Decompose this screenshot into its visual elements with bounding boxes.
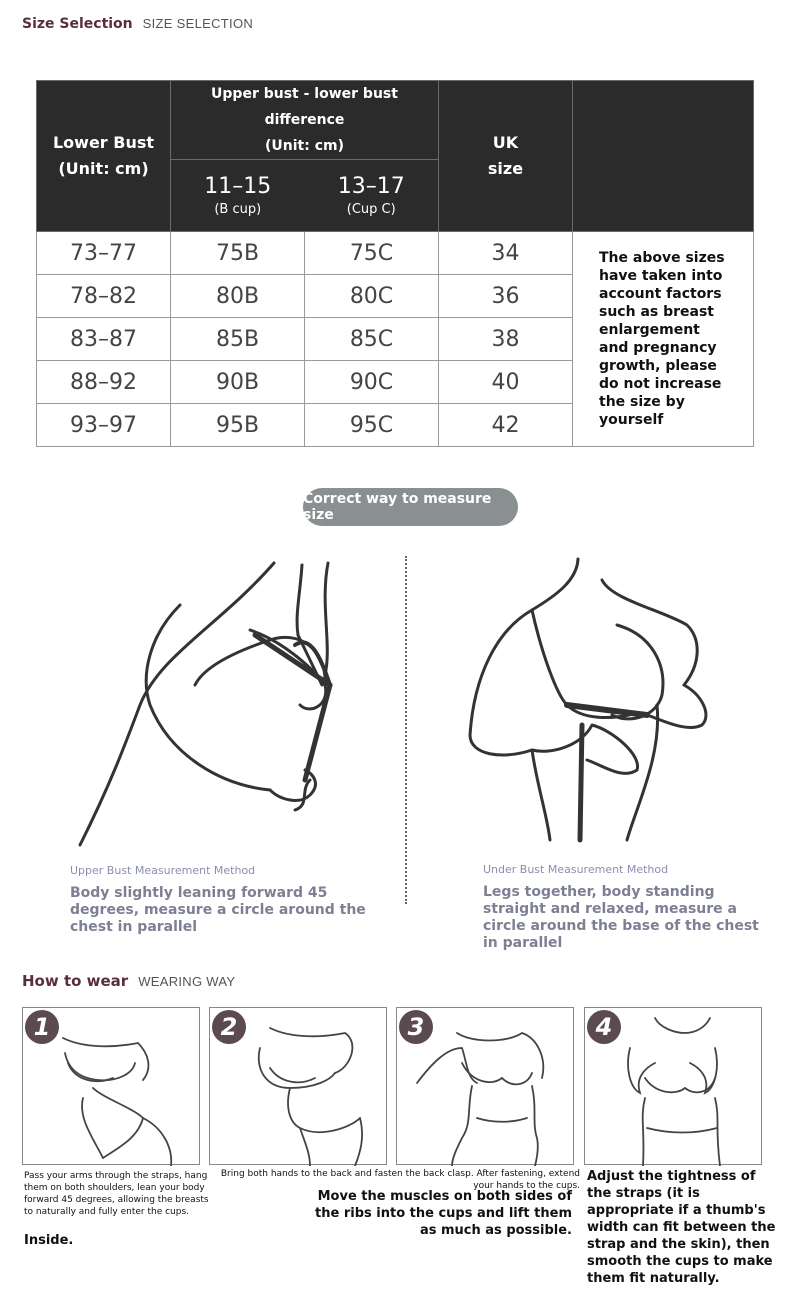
upper-bust-illustration [70, 555, 390, 855]
wear-section-title: How to wear [22, 972, 129, 990]
upper-bust-method-title: Upper Bust Measurement Method [70, 864, 256, 877]
wear-step-4 [584, 1007, 762, 1165]
step-4-number: 4 [587, 1010, 621, 1044]
step-3-number: 3 [399, 1010, 433, 1044]
step-2-number: 2 [212, 1010, 246, 1044]
wear-section-header [22, 972, 235, 990]
lower-bust-header: Lower Bust (Unit: cm) [37, 81, 171, 232]
step-3-caption: Move the muscles on both sides of the ribs into the cups and lift them as much as possible. [315, 1189, 572, 1238]
inside-label: Inside. [24, 1233, 74, 1248]
size-section-subtitle: SIZE SELECTION [142, 16, 254, 31]
step-1-number: 1 [25, 1010, 59, 1044]
note-header-empty [573, 81, 754, 232]
measure-divider [405, 556, 407, 904]
uk-size-header: UK size [439, 81, 573, 232]
wear-step-1 [22, 1007, 200, 1165]
step-2-caption: Bring both hands to the back and fasten the back clasp. After fastening, extend your hands to the cups. [220, 1169, 580, 1191]
table-row: 78–82 80B 80C 36 [37, 275, 754, 318]
table-row: 83–87 85B 85C 38 [37, 318, 754, 361]
wear-step-2 [209, 1007, 387, 1165]
wear-step-3 [396, 1007, 574, 1165]
c-cup-header: 13–17 (Cup C) [305, 160, 439, 232]
b-cup-header: 11–15 (B cup) [171, 160, 305, 232]
step-4-caption: Adjust the tightness of the straps (it is appropriate if a thumb's width can fit between the strap and the skin), then smooth the cups to make them fit naturally. [587, 1169, 776, 1286]
table-row: 88–92 90B 90C 40 [37, 361, 754, 404]
under-bust-illustration [462, 555, 722, 845]
size-table [36, 80, 754, 447]
size-section-title: Size Selection [22, 16, 133, 32]
upper-bust-difference-header: Upper bust - lower bust difference (Unit: cm) [171, 81, 439, 160]
table-row: 93–97 95B 95C 42 [37, 404, 754, 447]
size-note: The above sizes have taken into account factors such as breast enlargement and pregnancy growth, please do not increase the size by yourself [573, 232, 754, 447]
size-section-header [22, 16, 253, 32]
upper-bust-method-desc: Body slightly leaning forward 45 degrees, measure a circle around the chest in parallel [70, 885, 366, 935]
measure-size-pill: Correct way to measure size [303, 488, 518, 526]
table-row: 73–77 75B 75C 34 The above sizes have taken into account factors such as breast enlargement and pregnancy growth, please do not increase the size by yourself [37, 232, 754, 275]
under-bust-method-desc: Legs together, body standing straight and relaxed, measure a circle around the base of the chest in parallel [483, 884, 759, 951]
under-bust-method-title: Under Bust Measurement Method [483, 863, 669, 876]
wear-section-subtitle: WEARING WAY [138, 974, 236, 989]
step-1-caption: Pass your arms through the straps, hang them on both shoulders, lean your body forward 45 degrees, allowing the breasts to naturally and fully enter the cups. [24, 1171, 209, 1217]
